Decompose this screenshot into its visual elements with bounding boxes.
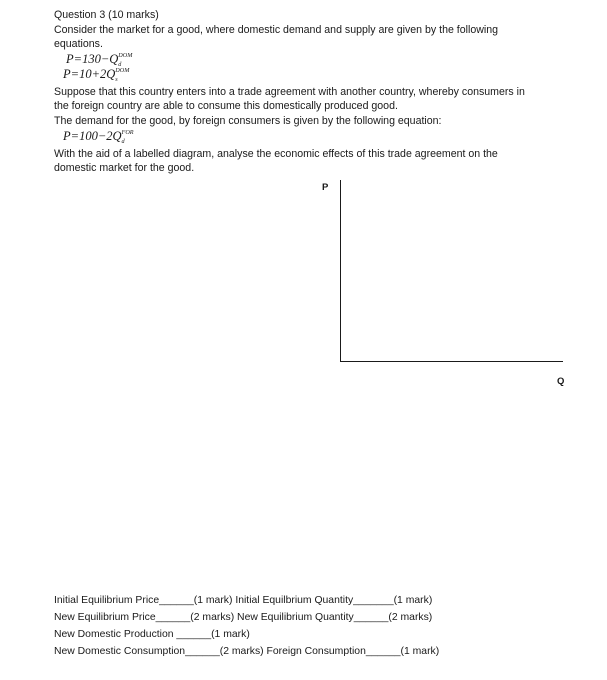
task-line-1: With the aid of a labelled diagram, analyse the economic effects of this trade agreement on the: [54, 148, 498, 160]
equation-foreign-demand-lhs: P=100−2Q: [63, 129, 122, 143]
equation-domestic-supply-superscript: DOM: [115, 67, 130, 74]
question-intro-line-1: Consider the market for a good, where domestic demand and supply are given by the following: [54, 24, 499, 36]
paragraph-2-line-2: the foreign country are able to consume this domestically produced good.: [54, 100, 398, 112]
equation-foreign-demand-subscript: d: [121, 138, 125, 145]
equation-domestic-supply-subscript: s: [115, 76, 118, 83]
paragraph-2-line-3: The demand for the good, by foreign consumers is given by the following equation:: [54, 115, 442, 127]
equation-domestic-demand-lhs: P=130−Q: [66, 52, 119, 66]
question-intro-line-2: equations.: [54, 38, 103, 50]
diagram-y-axis-label: P: [322, 182, 329, 193]
equation-domestic-demand-superscript: DOM: [118, 52, 133, 59]
equation-domestic-supply-lhs: P=10+2Q: [63, 67, 116, 81]
paragraph-2-line-1: Suppose that this country enters into a trade agreement with another country, whereby consumers in: [54, 86, 525, 98]
equation-foreign-demand-superscript: FOR: [121, 129, 134, 136]
task-line-2: domestic market for the good.: [54, 162, 195, 174]
answer-row-2: New Equilibrium Price______(2 marks) New Equilibrium Quantity______(2 marks): [54, 612, 433, 623]
answer-row-3: New Domestic Production ______(1 mark): [54, 629, 250, 640]
answers-block: [54, 592, 439, 660]
answer-row-1: Initial Equilibrium Price______(1 mark) Initial Equilbrium Quantity_______(1 mark): [54, 595, 433, 606]
diagram-x-axis-label: Q: [557, 376, 565, 387]
equation-domestic-demand-subscript: d: [118, 61, 122, 68]
question-title: Question 3 (10 marks): [54, 9, 159, 21]
answer-row-4: New Domestic Consumption______(2 marks) Foreign Consumption______(1 mark): [54, 646, 440, 657]
